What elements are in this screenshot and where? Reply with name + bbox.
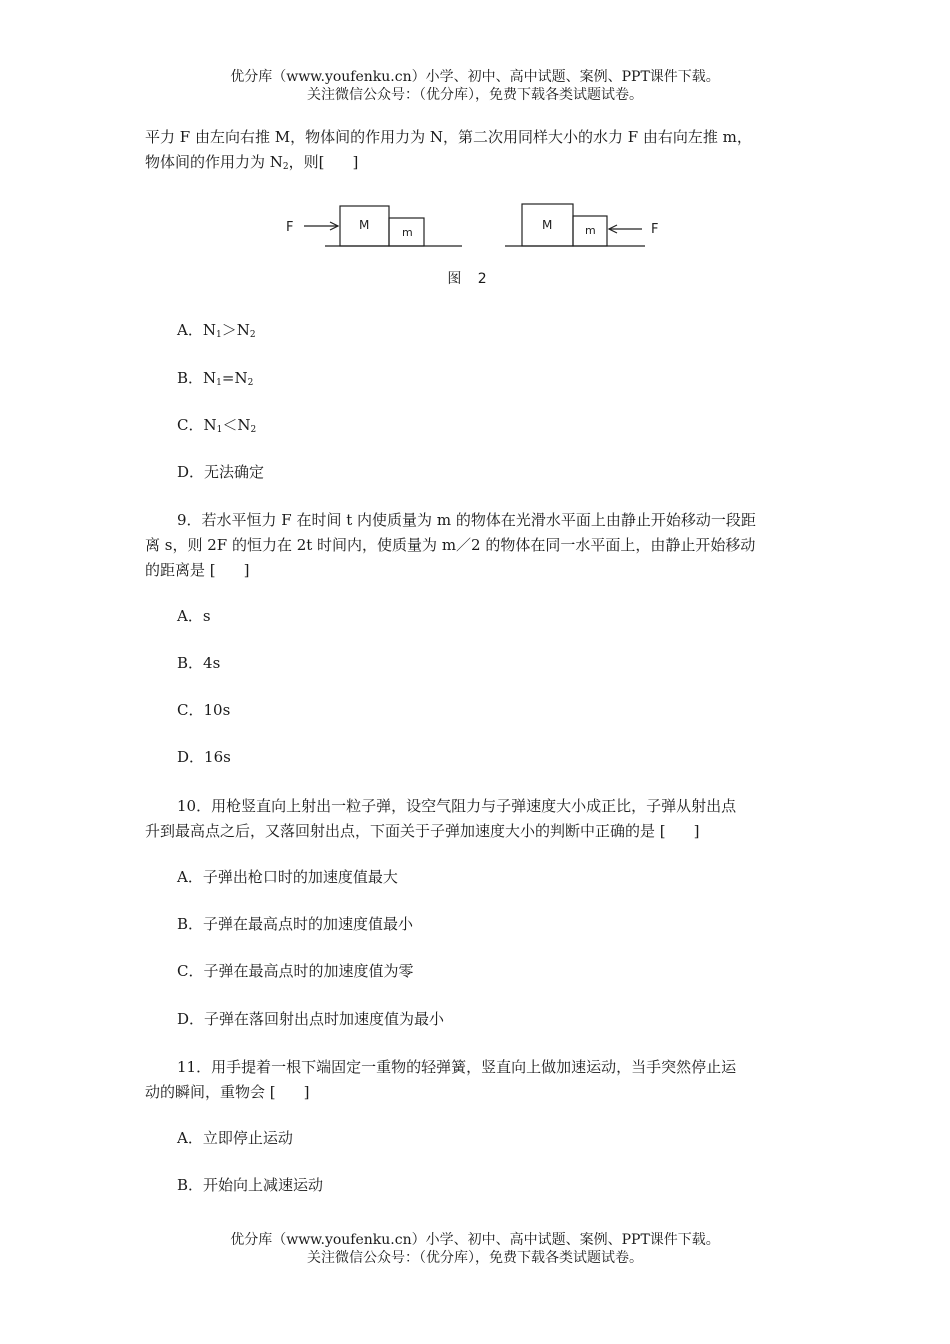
header-line-1: 优分库（www.youfenku.cn）小学、初中、高中试题、案例、PPT课件下载。 (230, 69, 720, 85)
q9-bracket-close: ] (243, 561, 250, 579)
left-label-M: M (359, 218, 370, 232)
q8-stem-text: 物体间的作用力为 N (145, 153, 283, 171)
q9-option-d (177, 747, 231, 767)
q11-stem (145, 1055, 810, 1105)
q8-stem-line-1: 平力 F 由左向右推 M，物体间的作用力为 N，第二次用同样大小的水力 F 由右向左推 m， (145, 128, 752, 146)
option-letter: C． (177, 416, 204, 434)
option-text: 立即停止运动 (202, 1129, 293, 1147)
option-text: ＜N (222, 416, 251, 434)
q10-stem (145, 794, 810, 844)
option-text: N (202, 321, 216, 339)
option-subscript: 1 (216, 378, 222, 388)
q10-stem-line-1: 10．用枪竖直向上射出一粒子弹，设空气阻力与子弹速度大小成正比，子弹从射出点 (177, 797, 737, 815)
q10-bracket-close: ] (693, 822, 700, 840)
q8-stem (145, 125, 810, 180)
option-letter: B． (177, 369, 204, 387)
q9-stem-line-3 (145, 558, 810, 583)
figure-caption: 图 2 (447, 271, 493, 287)
option-letter: B． (177, 915, 204, 933)
option-subscript: 2 (250, 425, 257, 435)
option-subscript: 2 (249, 330, 256, 340)
option-letter: C． (177, 701, 204, 719)
option-letter: A． (177, 868, 203, 886)
page-footer (0, 1231, 950, 1267)
q11-option-b (177, 1175, 323, 1195)
footer-line-2: 关注微信公众号：（优分库），免费下载各类试题试卷。 (307, 1250, 643, 1266)
q10-option-c (177, 961, 414, 981)
q10-option-b (177, 914, 413, 934)
option-text: N (203, 369, 217, 387)
q10-option-a (177, 867, 398, 887)
q11-option-a (177, 1128, 293, 1148)
option-text: s (202, 607, 211, 625)
option-letter: A． (177, 607, 203, 625)
q9-option-c (177, 700, 230, 720)
option-text: =N (221, 369, 248, 387)
right-label-m: m (585, 224, 596, 237)
header-line-2: 关注微信公众号：（优分库），免费下载各类试题试卷。 (307, 87, 643, 103)
right-label-M: M (542, 218, 553, 232)
option-letter: A． (177, 1129, 203, 1147)
q8-option-b (177, 368, 253, 393)
q10-stem-line-2 (145, 819, 810, 844)
right-label-F: F (651, 222, 659, 237)
option-text: 4s (203, 654, 221, 672)
option-subscript: 2 (247, 378, 254, 388)
q8-bracket-close: ] (352, 153, 359, 171)
option-text: 子弹在最高点时的加速度值最小 (203, 915, 414, 933)
option-text: 无法确定 (204, 463, 265, 481)
q11-stem-line-1: 11．用手提着一根下端固定一重物的轻弹簧，竖直向上做加速运动，当手突然停止运 (177, 1058, 737, 1076)
q11-stem-text: 动的瞬间，重物会 [ (145, 1083, 276, 1101)
option-text: ＞N (221, 321, 250, 339)
option-letter: B． (177, 654, 204, 672)
q9-stem-line-1: 9．若水平恒力 F 在时间 t 内使质量为 m 的物体在光滑水平面上由静止开始移动一段距 (177, 511, 756, 529)
page-header (0, 68, 950, 104)
option-text: 子弹在落回射出点时加速度值为最小 (204, 1010, 445, 1028)
option-letter: C． (177, 962, 204, 980)
q9-option-a (177, 606, 211, 626)
force-diagram-figure (280, 196, 670, 256)
q11-bracket-close: ] (303, 1083, 310, 1101)
q8-option-d (177, 462, 264, 482)
option-letter: D． (177, 748, 205, 766)
option-text: 16s (204, 748, 231, 766)
footer-line-1: 优分库（www.youfenku.cn）小学、初中、高中试题、案例、PPT课件下载。 (230, 1232, 720, 1248)
q8-stem-subscript: 2 (282, 162, 289, 172)
option-text: N (203, 416, 217, 434)
option-text: 开始向上减速运动 (203, 1176, 324, 1194)
option-letter: A． (177, 321, 203, 339)
q8-option-c (177, 415, 256, 440)
option-letter: D． (177, 463, 205, 481)
left-label-F: F (286, 220, 294, 235)
q9-stem-text: 的距离是 [ (145, 561, 216, 579)
q8-option-a (177, 320, 256, 345)
q8-stem-text-tail: ，则[ (288, 153, 325, 171)
option-letter: B． (177, 1176, 204, 1194)
option-subscript: 1 (216, 425, 223, 435)
left-label-m: m (402, 226, 413, 239)
q10-option-d (177, 1009, 444, 1029)
option-text: 10s (203, 701, 231, 719)
option-letter: D． (177, 1010, 205, 1028)
q9-stem (145, 508, 810, 583)
q11-stem-line-2 (145, 1080, 810, 1105)
q9-stem-line-2: 离 s，则 2F 的恒力在 2t 时间内，使质量为 m／2 的物体在同一水平面上，由静止开始移动 (145, 536, 756, 554)
q8-stem-line-2 (145, 150, 810, 180)
option-text: 子弹在最高点时的加速度值为零 (203, 962, 414, 980)
q10-stem-text: 升到最高点之后，又落回射出点，下面关于子弹加速度大小的判断中正确的是 [ (145, 822, 666, 840)
option-text: 子弹出枪口时的加速度值最大 (202, 868, 398, 886)
q9-option-b (177, 653, 220, 673)
option-subscript: 1 (215, 330, 222, 340)
